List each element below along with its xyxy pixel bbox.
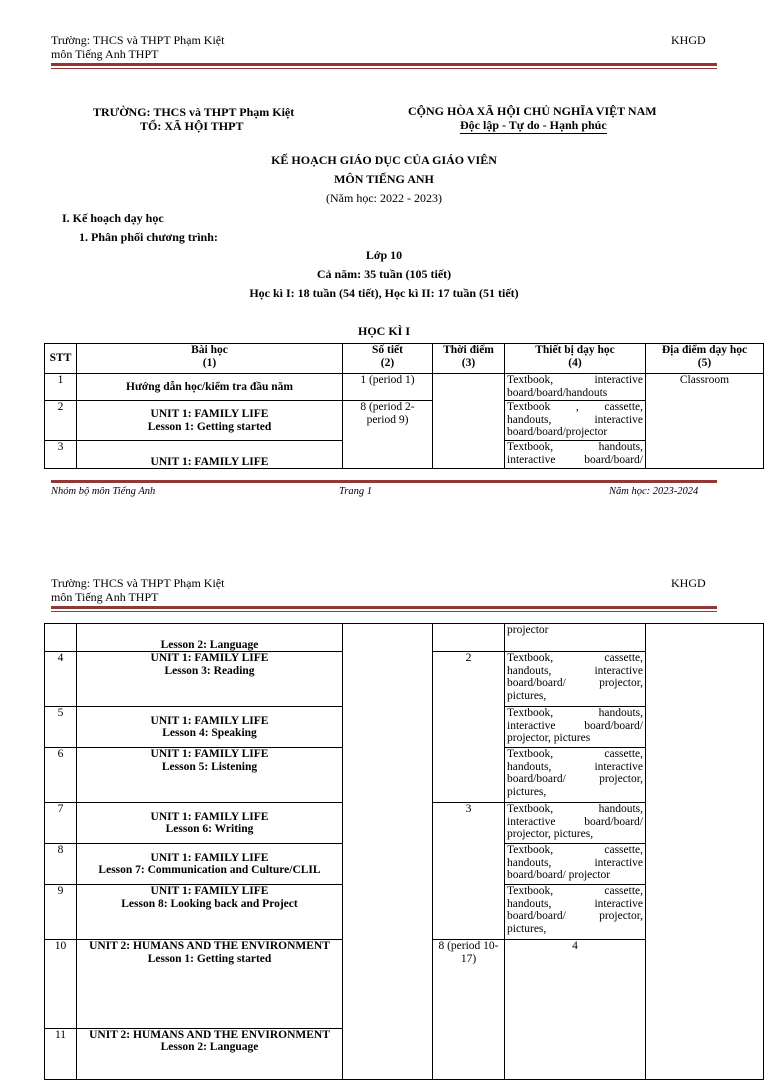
lesson-title: Lesson 4: Speaking <box>162 727 257 739</box>
row-equipment <box>505 624 646 652</box>
header-periods-label: Số tiết <box>372 344 403 356</box>
header-place <box>646 344 764 374</box>
row-equipment <box>505 748 646 803</box>
equipment-line: interactive board/board/ <box>507 815 643 828</box>
row-time: 3 <box>433 803 505 940</box>
row-lesson <box>77 748 343 803</box>
row-equipment <box>505 844 646 885</box>
row-stt: 10 <box>45 940 77 1029</box>
equipment-line: Textbook, cassette, <box>507 748 643 760</box>
title-school: TRƯỜNG: THCS và THPT Phạm Kiệt <box>93 105 295 119</box>
header-doc-code: KHGD <box>671 33 706 47</box>
plan-title: KẾ HOẠCH GIÁO DỤC CỦA GIÁO VIÊN <box>271 153 497 167</box>
lesson-unit: UNIT 1: FAMILY LIFE <box>150 408 269 420</box>
lesson-unit: UNIT 1: FAMILY LIFE <box>150 810 269 823</box>
row-lesson <box>77 401 343 441</box>
row-stt: 4 <box>45 652 77 707</box>
header-school: Trường: THCS và THPT Phạm Kiệt <box>51 576 225 590</box>
row-lesson <box>77 652 343 707</box>
semester-summary: Học kì I: 18 tuần (54 tiết), Học kì II: 17 tuần (51 tiết) <box>249 286 519 300</box>
header-school: Trường: THCS và THPT Phạm Kiệt <box>51 33 225 47</box>
periods-line: period 9) <box>366 413 409 426</box>
curriculum-table-page2 <box>44 623 764 1080</box>
row-periods <box>343 401 433 469</box>
year-total: Cả năm: 35 tuần (105 tiết) <box>316 267 452 281</box>
lesson-title: Lesson 3: Reading <box>164 664 255 677</box>
footer-group: Nhóm bộ môn Tiếng Anh <box>51 486 156 497</box>
row-lesson: UNIT 1: FAMILY LIFE <box>77 441 343 469</box>
row-stt: 1 <box>45 374 77 401</box>
equipment-line: Textbook, interactive <box>507 374 643 386</box>
row-stt <box>45 624 77 652</box>
header-periods <box>343 344 433 374</box>
row-lesson <box>77 803 343 844</box>
row-time: 4 <box>505 940 646 1080</box>
header-subject: môn Tiếng Anh THPT <box>51 47 159 61</box>
header-lesson-num: (1) <box>202 356 217 369</box>
equipment-line: board/board/ projector, <box>507 773 643 785</box>
footer-page: Trang 1 <box>339 486 372 497</box>
document-page-2 <box>0 545 768 1053</box>
row-stt: 3 <box>45 441 77 469</box>
header-time-label: Thời điểm <box>443 344 494 356</box>
equipment-line: board/board/projector <box>507 426 608 438</box>
lesson-unit: UNIT 1: FAMILY LIFE <box>150 748 269 760</box>
equipment-line: handouts, interactive <box>507 897 643 910</box>
table-row <box>45 374 764 401</box>
header-equipment <box>505 344 646 374</box>
row-place <box>646 624 764 1080</box>
row-lesson <box>77 885 343 940</box>
subject-title: MÔN TIẾNG ANH <box>334 172 434 186</box>
row-stt: 9 <box>45 885 77 940</box>
row-lesson: Hướng dẫn học/kiểm tra đầu năm <box>77 374 343 401</box>
header-lesson-label: Bài học <box>191 344 228 356</box>
header-rule-thin <box>51 611 717 612</box>
equipment-line: board/board/ projector <box>507 869 611 881</box>
equipment-line: handouts, interactive <box>507 760 643 773</box>
row-equipment <box>505 885 646 940</box>
lesson-unit: UNIT 1: FAMILY LIFE <box>150 885 269 897</box>
equipment-line: pictures, <box>507 785 547 798</box>
equipment-line: Textbook, handouts, <box>507 803 643 815</box>
header-subject: môn Tiếng Anh THPT <box>51 590 159 604</box>
section-part1: I. Kế hoạch dạy học <box>62 211 164 225</box>
title-motto: Độc lập - Tự do - Hạnh phúc <box>460 118 607 132</box>
header-lesson <box>77 344 343 374</box>
school-year: (Năm học: 2022 - 2023) <box>326 191 442 205</box>
lesson-title: Lesson 1: Getting started <box>147 420 272 433</box>
header-time <box>433 344 505 374</box>
table-header-row <box>45 344 764 374</box>
lesson-title: Lesson 2: Language <box>160 1041 259 1053</box>
section-part1-1: 1. Phân phối chương trình: <box>79 230 218 244</box>
lesson-title: Lesson 1: Getting started <box>147 952 272 965</box>
curriculum-table-page1 <box>44 343 764 469</box>
header-periods-num: (2) <box>380 356 395 369</box>
row-lesson <box>77 707 343 748</box>
row-stt: 7 <box>45 803 77 844</box>
header-equipment-num: (4) <box>568 356 582 369</box>
equipment-line: pictures, <box>507 689 547 702</box>
equipment-line: handouts, interactive <box>507 664 643 677</box>
equipment-line: Textbook , cassette, <box>507 401 643 413</box>
row-periods <box>343 624 433 1080</box>
lesson-title: Lesson 5: Listening <box>161 760 258 773</box>
row-stt: 6 <box>45 748 77 803</box>
row-time: 2 <box>433 652 505 803</box>
equipment-line: Textbook, cassette, <box>507 885 643 897</box>
row-equipment <box>505 374 646 401</box>
lesson-title: Lesson 8: Looking back and Project <box>121 897 298 910</box>
equipment-line: interactive board/board/ <box>507 719 643 732</box>
row-equipment <box>505 803 646 844</box>
row-periods: 1 (period 1) <box>343 374 433 401</box>
header-rule <box>51 606 717 609</box>
lesson-unit: UNIT 1: FAMILY LIFE <box>150 652 269 664</box>
row-equipment <box>505 707 646 748</box>
footer-rule <box>51 480 717 483</box>
row-lesson <box>77 1028 343 1079</box>
equipment-line: projector, pictures <box>507 732 591 744</box>
row-place: Classroom <box>646 374 764 469</box>
lesson-title: Lesson 7: Communication and Culture/CLIL <box>98 864 321 876</box>
lesson-unit: UNIT 1: FAMILY LIFE <box>150 714 269 727</box>
row-time <box>433 374 505 469</box>
row-periods: 8 (period 10-17) <box>433 940 505 1080</box>
header-doc-code: KHGD <box>671 576 706 590</box>
row-lesson <box>77 844 343 885</box>
semester-title: HỌC KÌ I <box>357 324 410 338</box>
row-stt: 5 <box>45 707 77 748</box>
lesson-unit: UNIT 1: FAMILY LIFE <box>150 851 269 864</box>
equipment-line: board/board/ projector, <box>507 677 643 689</box>
equipment-line: handouts, interactive <box>507 413 643 426</box>
title-group: TỔ: XÃ HỘI THPT <box>140 119 244 133</box>
row-lesson: Lesson 2: Language <box>77 624 343 652</box>
equipment-line: Textbook, cassette, <box>507 844 643 856</box>
header-place-num: (5) <box>697 356 712 369</box>
header-stt: STT <box>45 344 77 374</box>
equipment-line: interactive board/board/ <box>507 453 643 466</box>
equipment-line: board/board/ projector, <box>507 910 643 922</box>
row-equipment <box>505 652 646 707</box>
class-label: Lớp 10 <box>365 248 403 262</box>
header-rule-thin <box>51 68 717 69</box>
row-equipment <box>505 401 646 441</box>
title-country: CỘNG HÒA XÃ HỘI CHỦ NGHĨA VIỆT NAM <box>408 104 657 118</box>
header-equipment-label: Thiết bị dạy học <box>535 344 615 356</box>
periods-line: 8 (period 2- <box>360 401 415 413</box>
table-row <box>45 624 764 652</box>
equipment-line: Textbook, handouts, <box>507 441 643 453</box>
row-equipment <box>505 441 646 469</box>
row-stt: 2 <box>45 401 77 441</box>
header-rule <box>51 63 717 66</box>
header-time-num: (3) <box>461 356 476 369</box>
row-lesson <box>77 940 343 1029</box>
equipment-line: projector, pictures, <box>507 828 594 840</box>
lesson-unit: UNIT 2: HUMANS AND THE ENVIRONMENT <box>89 940 330 952</box>
equipment-line: Textbook, handouts, <box>507 707 643 719</box>
row-stt: 11 <box>45 1028 77 1079</box>
equipment-line: Textbook, cassette, <box>507 652 643 664</box>
lesson-unit: UNIT 2: HUMANS AND THE ENVIRONMENT <box>89 1028 330 1041</box>
equipment-line: pictures, <box>507 922 547 935</box>
row-time <box>433 624 505 652</box>
equipment-line: projector <box>507 624 549 636</box>
row-stt: 8 <box>45 844 77 885</box>
footer-year: Năm học: 2023-2024 <box>609 486 699 497</box>
lesson-title: Lesson 6: Writing <box>165 823 254 835</box>
header-place-label: Địa điểm dạy học <box>661 344 748 356</box>
equipment-line: board/board/handouts <box>507 386 608 399</box>
equipment-line: handouts, interactive <box>507 856 643 869</box>
